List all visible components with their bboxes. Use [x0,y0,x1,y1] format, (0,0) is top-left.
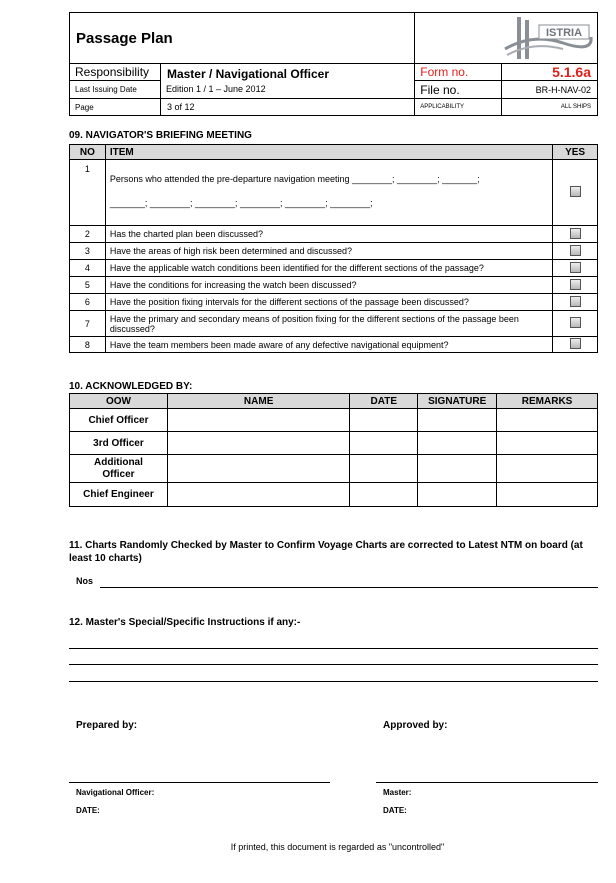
document-header [69,12,598,116]
role-label: Additional Officer [70,455,168,483]
item-text: Has the charted plan been discussed? [105,226,552,243]
date-cell[interactable] [350,409,418,432]
table-row [70,432,598,455]
role-label: 3rd Officer [70,432,168,455]
table-row [70,294,598,311]
logo-text: ISTRIA [545,27,583,39]
remarks-cell[interactable] [497,432,598,455]
item-number: 7 [70,311,106,337]
applicability-label: APPLICABILITY [415,99,502,116]
item-number: 2 [70,226,106,243]
table-row [70,260,598,277]
item-text: Have the primary and secondary means of position fixing for the different sections of the passage been discussed? [105,311,552,337]
yes-checkbox[interactable] [570,296,581,307]
file-no-value: BR-H-NAV-02 [502,81,598,99]
table-row [70,483,598,507]
table-row [70,160,598,226]
date-right-label: DATE: [383,806,407,815]
company-logo-icon [503,15,593,61]
item-text: Have the conditions for increasing the watch been discussed? [105,277,552,294]
instructions-line[interactable] [69,681,598,682]
col-name-header: NAME [167,394,349,409]
table-row [70,409,598,432]
role-label: Chief Officer [70,409,168,432]
col-date-header: DATE [350,394,418,409]
table-row [70,243,598,260]
form-no-label: Form no. [415,64,502,81]
master-label: Master: [383,788,412,797]
table-row [70,277,598,294]
logo-cell [415,13,598,64]
yes-checkbox[interactable] [570,228,581,239]
form-no-value: 5.1.6a [502,64,598,81]
item-number: 3 [70,243,106,260]
col-no-header: NO [70,145,106,160]
applicability-value: ALL SHIPS [502,99,598,116]
yes-checkbox[interactable] [570,317,581,328]
file-no-label: File no. [415,81,502,99]
item-number: 1 [70,160,106,226]
attendees-line-1: Persons who attended the pre-departure navigation meeting ________; ________; _______; [109,174,480,184]
item-text [105,160,552,226]
col-item-header: ITEM [105,145,552,160]
nos-label: Nos [76,576,94,586]
signature-cell[interactable] [418,409,497,432]
col-oow-header: OOW [70,394,168,409]
col-remarks-header: REMARKS [497,394,598,409]
approved-by-label: Approved by: [383,720,448,731]
signature-cell[interactable] [418,432,497,455]
item-text: Have the team members been made aware of any defective navigational equipment? [105,337,552,353]
date-cell[interactable] [350,483,418,507]
briefing-checklist-table [69,144,598,353]
section12-title: 12. Master's Special/Specific Instructions if any:- [69,617,301,628]
instructions-line[interactable] [69,648,598,649]
page-value: 3 of 12 [160,99,414,116]
table-row [70,226,598,243]
name-cell[interactable] [167,409,349,432]
attendees-line-2: _______; ________; ________; ________; ________; ________; [109,198,373,208]
item-number: 4 [70,260,106,277]
signature-cell[interactable] [418,455,497,483]
date-cell[interactable] [350,455,418,483]
responsibility-value: Master / Navigational Officer [160,64,414,99]
remarks-cell[interactable] [497,409,598,432]
section9-title: 09. NAVIGATOR'S BRIEFING MEETING [69,130,252,141]
remarks-cell[interactable] [497,455,598,483]
table-row [70,337,598,353]
date-left-label: DATE: [76,806,100,815]
prepared-by-label: Prepared by: [76,720,138,731]
table-row [70,311,598,337]
yes-checkbox[interactable] [570,279,581,290]
section11-title: 11. Charts Randomly Checked by Master to Confirm Voyage Charts are corrected to Latest NTM on board (at least 10 charts) [69,540,583,564]
yes-checkbox[interactable] [570,186,581,197]
nos-line[interactable] [100,587,598,588]
role-label: Chief Engineer [70,483,168,507]
name-cell[interactable] [167,455,349,483]
page-label: Page [70,99,161,116]
uncontrolled-footer: If printed, this document is regarded as "uncontrolled" [230,842,445,852]
item-text: Have the areas of high risk been determined and discussed? [105,243,552,260]
item-number: 6 [70,294,106,311]
section10-title: 10. ACKNOWLEDGED BY: [69,381,193,392]
table-row [70,455,598,483]
signature-cell[interactable] [418,483,497,507]
col-yes-header: YES [553,145,598,160]
yes-checkbox[interactable] [570,245,581,256]
last-issuing-label: Last Issuing Date [70,81,161,99]
item-text: Have the position fixing intervals for the different sections of the passage been discussed? [105,294,552,311]
item-number: 8 [70,337,106,353]
instructions-line[interactable] [69,664,598,665]
col-signature-header: SIGNATURE [418,394,497,409]
document-title: Passage Plan [70,13,415,64]
master-signature-line[interactable] [376,782,598,783]
responsibility-label: Responsibility [70,64,161,81]
nav-officer-signature-line[interactable] [69,782,330,783]
remarks-cell[interactable] [497,483,598,507]
name-cell[interactable] [167,483,349,507]
yes-checkbox[interactable] [570,338,581,349]
acknowledged-table [69,393,598,507]
item-number: 5 [70,277,106,294]
yes-checkbox[interactable] [570,262,581,273]
last-issuing-value: Edition 1 / 1 – June 2012 [166,84,266,94]
date-cell[interactable] [350,432,418,455]
name-cell[interactable] [167,432,349,455]
nav-officer-label: Navigational Officer: [76,788,155,797]
item-text: Have the applicable watch conditions been identified for the different sections of the passage? [105,260,552,277]
